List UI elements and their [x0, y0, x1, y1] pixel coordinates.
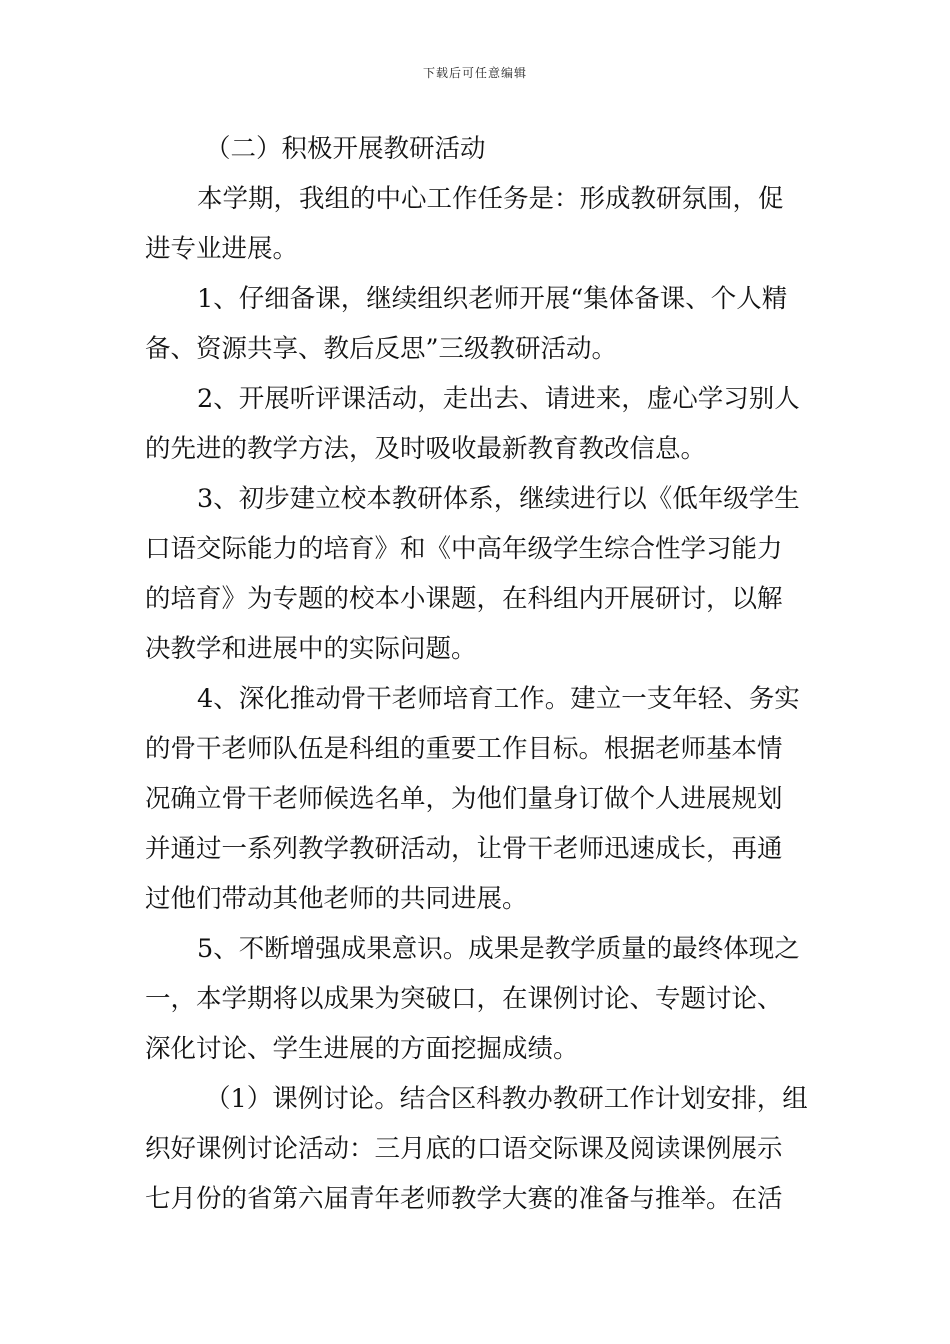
paragraph-line: 的先进的教学方法，及时吸收最新教育教改信息。 [145, 434, 707, 464]
paragraph-line: 本学期，我组的中心工作任务是：形成教研氛围，促 [197, 184, 784, 214]
paragraph-line: 决教学和进展中的实际问题。 [145, 634, 477, 664]
section-heading: （二）积极开展教研活动 [205, 134, 486, 164]
paragraph-line: 的培育》为专题的校本小课题，在科组内开展研讨，以解 [145, 584, 783, 614]
paragraph-line: 一，本学期将以成果为突破口，在课例讨论、专题讨论、 [145, 984, 783, 1014]
paragraph-line: 进专业进展。 [145, 234, 299, 264]
paragraph-line: 七月份的省第六届青年老师教学大赛的准备与推举。在活 [145, 1184, 783, 1214]
paragraph-line: 2、开展听评课活动，走出去、请进来，虚心学习别人 [197, 384, 800, 414]
paragraph-line: 况确立骨干老师候选名单，为他们量身订做个人进展规划 [145, 784, 783, 814]
paragraph-line: 1、仔细备课，继续组织老师开展“集体备课、个人精 [197, 284, 788, 314]
paragraph-line: 的骨干老师队伍是科组的重要工作目标。根据老师基本情 [145, 734, 783, 764]
paragraph-line: 并通过一系列教学教研活动，让骨干老师迅速成长，再通 [145, 834, 783, 864]
paragraph-line: 过他们带动其他老师的共同进展。 [145, 884, 528, 914]
paragraph-line: 备、资源共享、教后反思”三级教研活动。 [145, 334, 618, 364]
paragraph-line: 4、深化推动骨干老师培育工作。建立一支年轻、务实 [197, 684, 800, 714]
paragraph-line: 织好课例讨论活动：三月底的口语交际课及阅读课例展示 [145, 1134, 783, 1164]
page-header: 下载后可任意编辑 [422, 66, 527, 80]
paragraph-line: 5、不断增强成果意识。成果是教学质量的最终体现之 [197, 934, 800, 964]
paragraph-line: （1）课例讨论。结合区科教办教研工作计划安排，组 [205, 1084, 808, 1114]
paragraph-line: 3、初步建立校本教研体系，继续进行以《低年级学生 [197, 484, 800, 514]
document-body [145, 124, 810, 1224]
paragraph-line: 口语交际能力的培育》和《中高年级学生综合性学习能力 [145, 534, 783, 564]
paragraph-line: 深化讨论、学生进展的方面挖掘成绩。 [145, 1034, 579, 1064]
